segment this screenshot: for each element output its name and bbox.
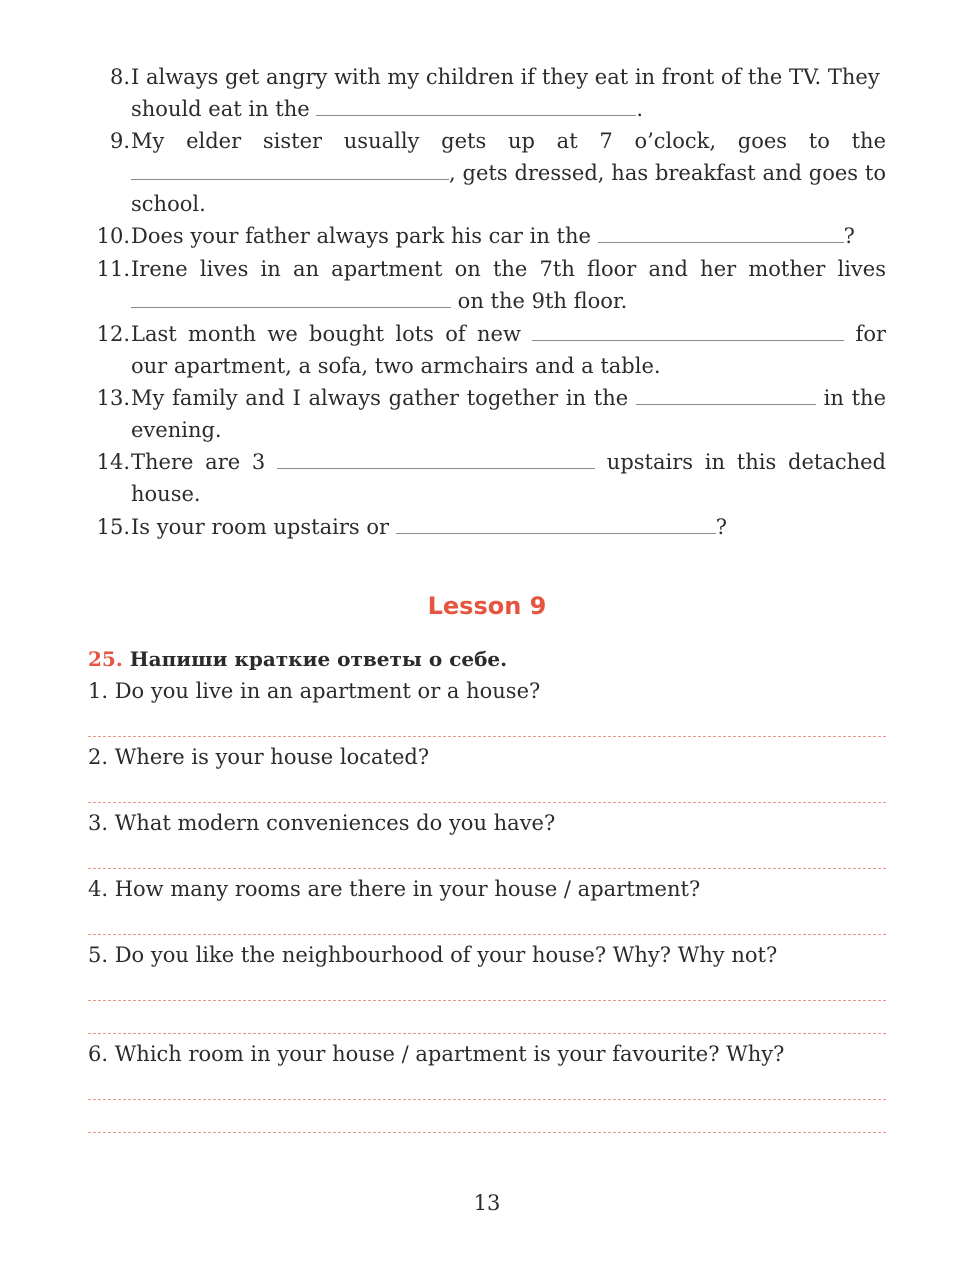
item-number: 11. — [96, 257, 130, 281]
question-3: 3. What modern conveniences do you have? — [88, 811, 556, 835]
item-text: on the 9th floor. — [451, 288, 628, 313]
exercise-item-13 — [88, 383, 886, 446]
item-text: in the evening. — [131, 386, 886, 442]
answer-line[interactable] — [88, 1000, 886, 1001]
item-text: , gets dressed, has breakfast and goes to school. — [131, 160, 886, 216]
item-text: My family and I always gather together in the — [131, 386, 636, 410]
answer-blank[interactable] — [316, 94, 636, 116]
item-text: ? — [715, 515, 727, 539]
exercise-number: 25. — [88, 647, 123, 671]
item-text: ? — [843, 224, 855, 248]
answer-blank[interactable] — [396, 512, 716, 534]
question-1: 1. Do you live in an apartment or a house? — [88, 679, 541, 703]
item-number: 14. — [96, 450, 130, 474]
answer-line[interactable] — [88, 868, 886, 869]
answer-blank[interactable] — [131, 158, 449, 180]
exercise-instruction: Напиши краткие ответы о себе. — [129, 647, 508, 671]
item-text: Does your father always park his car in the — [131, 224, 598, 248]
item-text: My elder sister usually gets up at 7 o’clock, goes to the — [131, 129, 886, 153]
answer-line[interactable] — [88, 1132, 886, 1133]
item-number: 12. — [96, 322, 130, 346]
item-text: . — [636, 96, 644, 121]
item-number: 13. — [96, 386, 130, 410]
exercise-heading — [88, 644, 886, 674]
item-text: Last month we bought lots of new — [131, 322, 533, 346]
exercise-item-11 — [88, 254, 886, 317]
exercise-item-12 — [88, 319, 886, 382]
page-number: 13 — [473, 1191, 501, 1215]
question-6: 6. Which room in your house / apartment is your favourite? Why? — [88, 1042, 785, 1066]
answer-blank[interactable] — [532, 319, 844, 341]
exercise-item-10 — [88, 221, 886, 253]
question-2: 2. Where is your house located? — [88, 745, 430, 769]
item-text: I always get angry with my children if they eat in front of the TV. They should eat in the — [131, 65, 880, 121]
item-text: upstairs in this detached house. — [131, 450, 886, 506]
answer-blank[interactable] — [277, 447, 595, 469]
item-number: 10. — [96, 224, 130, 248]
answer-blank[interactable] — [598, 221, 844, 243]
item-number: 8. — [109, 65, 130, 89]
item-text: Irene lives in an apartment on the 7th floor and her mother lives — [131, 257, 886, 281]
answer-blank[interactable] — [131, 286, 451, 308]
exercise-item-8 — [88, 62, 886, 125]
question-5: 5. Do you like the neighbourhood of your house? Why? Why not? — [88, 943, 778, 967]
item-number: 9. — [109, 129, 130, 153]
exercise-item-9 — [88, 126, 886, 221]
question-4: 4. How many rooms are there in your house / apartment? — [88, 877, 701, 901]
answer-line[interactable] — [88, 1099, 886, 1100]
item-text: for our apartment, a sofa, two armchairs and a table. — [131, 322, 886, 378]
answer-line[interactable] — [88, 1033, 886, 1034]
answer-line[interactable] — [88, 802, 886, 803]
item-text: There are 3 — [131, 450, 278, 474]
answer-line[interactable] — [88, 736, 886, 737]
exercise-item-15 — [88, 512, 886, 544]
answer-blank[interactable] — [636, 383, 816, 405]
lesson-title: Lesson 9 — [427, 592, 547, 620]
item-text: Is your room upstairs or — [131, 515, 396, 539]
exercise-item-14 — [88, 447, 886, 510]
item-number: 15. — [96, 515, 130, 539]
answer-line[interactable] — [88, 934, 886, 935]
